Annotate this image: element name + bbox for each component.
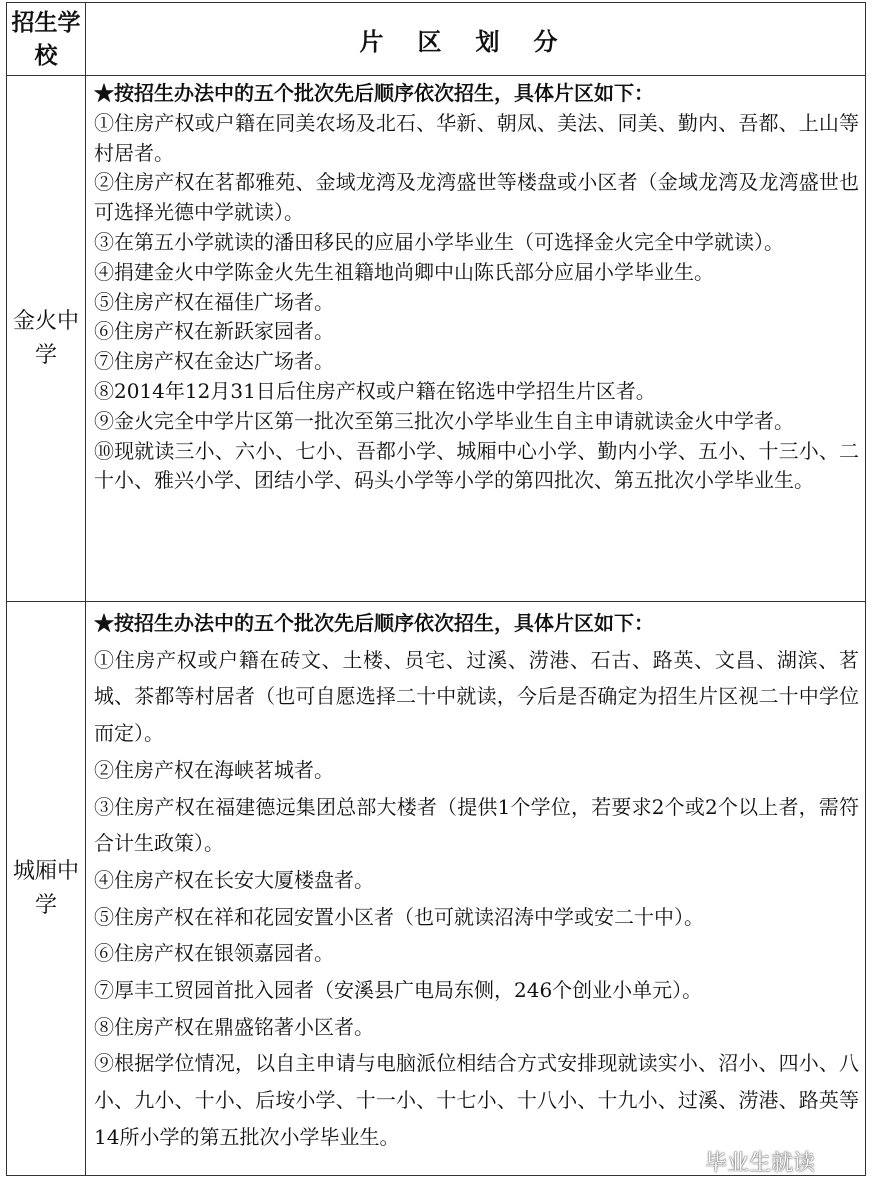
zone-item: ④捐建金火中学陈金火先生祖籍地尚卿中山陈氏部分应届小学毕业生。 — [94, 259, 714, 284]
zone-item: ⑧住房产权在鼎盛铭著小区者。 — [94, 1014, 374, 1039]
zone-item: ①住房产权或户籍在砖文、土楼、员宅、过溪、涝港、石古、路英、文昌、湖滨、茗城、茶都等村居者（也可自愿选择二十中就读，今后是否确定为招生片区视二十中学位而定）。 — [94, 647, 859, 746]
table-header-row — [7, 3, 866, 76]
zone-intro: ★按招生办法中的五个批次先后顺序依次招生，具体片区如下： — [94, 611, 654, 635]
school-name: 城厢中学 — [12, 858, 79, 918]
zone-item: ⑥住房产权在银领嘉园者。 — [94, 941, 334, 966]
school-cell-jinhuo — [7, 76, 86, 602]
zone-item: ⑦住房产权在金达广场者。 — [94, 349, 334, 374]
zone-item: ⑥住房产权在新跃家园者。 — [94, 319, 334, 344]
zone-item: ②住房产权在海峡茗城者。 — [94, 757, 334, 782]
table-row-jinhuo — [7, 76, 866, 602]
zone-item: ⑦厚丰工贸园首批入园者（安溪县广电局东侧，246个创业小单元）。 — [94, 978, 703, 1003]
table-row-chengxiang — [7, 602, 866, 1176]
zone-cell-jinhuo — [86, 76, 866, 602]
header-school-label: 招生学校 — [11, 9, 81, 69]
enrollment-zone-table — [6, 2, 866, 1176]
watermark-text: 毕业生就读 — [705, 1151, 816, 1176]
zone-item: ⑩现就读三小、六小、七小、吾都小学、城厢中心小学、勤内小学、五小、十三小、二十小、雅兴小学、团结小学、码头小学等小学的第四批次、第五批次小学毕业生。 — [94, 438, 859, 493]
zone-item: ⑨根据学位情况，以自主申请与电脑派位相结合方式安排现就读实小、沼小、四小、八小、九小、十小、后垵小学、十一小、十七小、十八小、十九小、过溪、涝港、路英等14所小学的第五批次小学毕业生。 — [94, 1051, 859, 1149]
zone-item: ③住房产权在福建德远集团总部大楼者（提供1个学位，若要求2个或2个以上者，需符合计生政策）。 — [94, 794, 859, 856]
zone-intro: ★按招生办法中的五个批次先后顺序依次招生，具体片区如下： — [94, 81, 654, 105]
zone-item: ⑧2014年12月31日后住房产权或户籍在铭选中学招生片区者。 — [94, 378, 656, 403]
header-zone-label: 片区划分 — [359, 26, 592, 56]
zone-item: ⑤住房产权在祥和花园安置小区者（也可就读沼涛中学或安二十中）。 — [94, 904, 704, 929]
header-zone-cell — [86, 3, 866, 76]
school-name: 金火中学 — [12, 308, 79, 368]
zone-item: ②住房产权在茗都雅苑、金域龙湾及龙湾盛世等楼盘或小区者（金域龙湾及龙湾盛世也可选择光德中学就读）。 — [94, 170, 859, 225]
zone-item: ③在第五小学就读的潘田移民的应届小学毕业生（可选择金火完全中学就读）。 — [94, 229, 784, 254]
zone-item: ①住房产权或户籍在同美农场及北石、华新、朝凤、美法、同美、勤内、吾都、上山等村居者。 — [94, 110, 859, 165]
zone-item: ④住房产权在长安大厦楼盘者。 — [94, 867, 374, 892]
school-cell-chengxiang — [7, 602, 86, 1176]
header-school-cell — [7, 3, 86, 76]
zone-cell-chengxiang — [86, 602, 866, 1176]
zone-item: ⑤住房产权在福佳广场者。 — [94, 289, 334, 314]
zone-item: ⑨金火完全中学片区第一批次至第三批次小学毕业生自主申请就读金火中学者。 — [94, 408, 794, 433]
